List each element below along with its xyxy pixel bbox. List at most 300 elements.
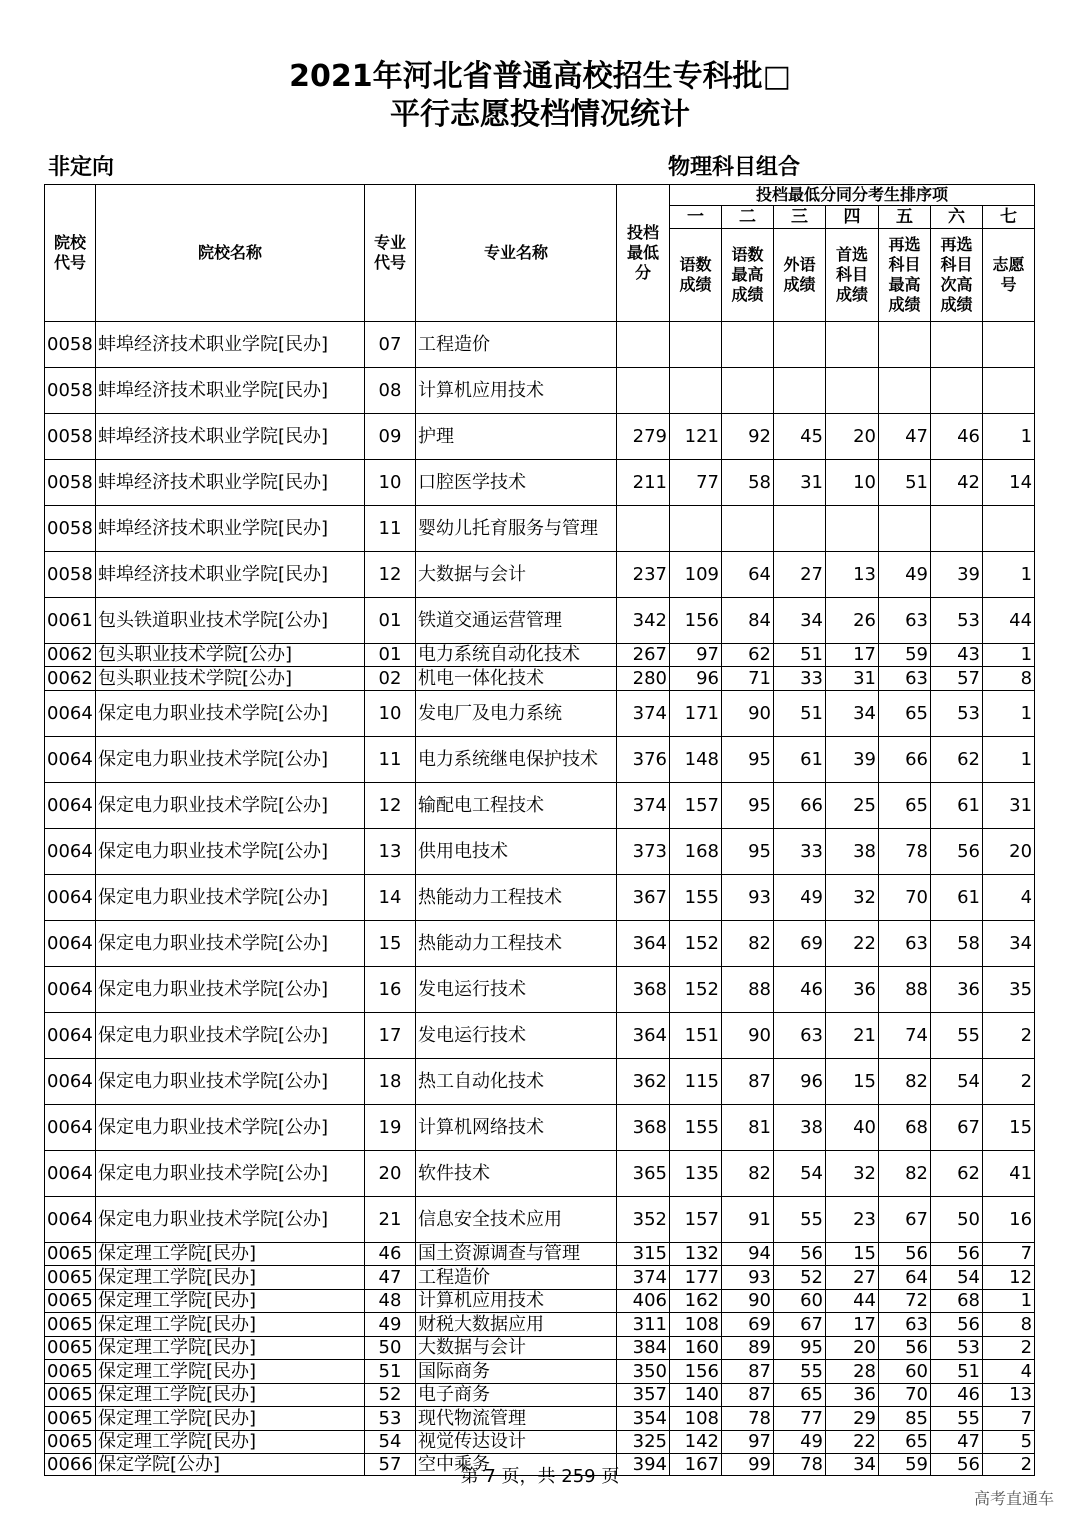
school-name-cell: 保定理工学院[民办]: [96, 1407, 365, 1431]
major-code-cell: 51: [365, 1360, 416, 1384]
foreign-language-score-cell: 96: [774, 1059, 826, 1105]
second-subject-max-cell: 88: [879, 967, 931, 1013]
min-score-cell: 279: [617, 414, 670, 460]
chinese-math-max-cell: 99: [722, 1454, 774, 1476]
major-name-cell: 输配电工程技术: [416, 783, 617, 829]
first-subject-score-cell: 22: [826, 921, 879, 967]
chinese-math-max-cell: 88: [722, 967, 774, 1013]
chinese-math-max-cell: 89: [722, 1337, 774, 1360]
school-name-cell: 蚌埠经济技术职业学院[民办]: [96, 460, 365, 506]
foreign-language-score-cell: 67: [774, 1313, 826, 1337]
table-row: [45, 1059, 1035, 1105]
school-name-cell: 包头职业技术学院[公办]: [96, 644, 365, 667]
second-subject-next-cell: 55: [931, 1407, 983, 1431]
first-subject-score-cell: [826, 368, 879, 414]
min-score-cell: 362: [617, 1059, 670, 1105]
foreign-language-score-cell: 51: [774, 691, 826, 737]
min-score-cell: 367: [617, 875, 670, 921]
preference-number-cell: 41: [983, 1151, 1035, 1197]
major-code-cell: 13: [365, 829, 416, 875]
table-row: [45, 1290, 1035, 1313]
school-code-cell: 0066: [45, 1454, 96, 1476]
major-name-cell: 工程造价: [416, 322, 617, 368]
min-score-cell: 373: [617, 829, 670, 875]
preference-number-cell: 8: [983, 1313, 1035, 1337]
preference-number-cell: 7: [983, 1407, 1035, 1431]
second-subject-max-cell: 78: [879, 829, 931, 875]
header-rank-2: 二: [722, 206, 774, 229]
school-code-cell: 0065: [45, 1266, 96, 1290]
first-subject-score-cell: 39: [826, 737, 879, 783]
school-code-cell: 0065: [45, 1407, 96, 1431]
header-criterion-5: 再选科目最高成绩: [879, 229, 931, 322]
first-subject-score-cell: 34: [826, 691, 879, 737]
second-subject-next-cell: 62: [931, 737, 983, 783]
second-subject-next-cell: 53: [931, 691, 983, 737]
second-subject-next-cell: 53: [931, 1337, 983, 1360]
header-criterion-1: 语数成绩: [670, 229, 722, 322]
school-code-cell: 0064: [45, 921, 96, 967]
table-row: [45, 552, 1035, 598]
second-subject-next-cell: 47: [931, 1431, 983, 1454]
table-row: [45, 875, 1035, 921]
major-name-cell: 现代物流管理: [416, 1407, 617, 1431]
first-subject-score-cell: 34: [826, 1454, 879, 1476]
chinese-math-score-cell: 109: [670, 552, 722, 598]
first-subject-score-cell: 15: [826, 1243, 879, 1266]
second-subject-max-cell: 63: [879, 667, 931, 691]
table-row: [45, 322, 1035, 368]
header-rank-4: 四: [826, 206, 879, 229]
preference-number-cell: 5: [983, 1431, 1035, 1454]
table-row: [45, 921, 1035, 967]
table-row: [45, 1243, 1035, 1266]
foreign-language-score-cell: 33: [774, 829, 826, 875]
min-score-cell: 364: [617, 921, 670, 967]
min-score-cell: 406: [617, 1290, 670, 1313]
table-row: [45, 414, 1035, 460]
major-code-cell: 17: [365, 1013, 416, 1059]
second-subject-next-cell: 51: [931, 1360, 983, 1384]
school-code-cell: 0065: [45, 1431, 96, 1454]
foreign-language-score-cell: 34: [774, 598, 826, 644]
major-name-cell: 财税大数据应用: [416, 1313, 617, 1337]
foreign-language-score-cell: 49: [774, 875, 826, 921]
header-criterion-3: 外语成绩: [774, 229, 826, 322]
second-subject-next-cell: 68: [931, 1290, 983, 1313]
second-subject-max-cell: 60: [879, 1360, 931, 1384]
chinese-math-score-cell: 156: [670, 1360, 722, 1384]
school-code-cell: 0065: [45, 1360, 96, 1384]
school-code-cell: 0062: [45, 644, 96, 667]
header-rank-1: 一: [670, 206, 722, 229]
second-subject-next-cell: 54: [931, 1059, 983, 1105]
school-name-cell: 保定电力职业技术学院[公办]: [96, 1013, 365, 1059]
first-subject-score-cell: 23: [826, 1197, 879, 1243]
school-name-cell: 包头铁道职业技术学院[公办]: [96, 598, 365, 644]
min-score-cell: 325: [617, 1431, 670, 1454]
major-name-cell: 国土资源调查与管理: [416, 1243, 617, 1266]
foreign-language-score-cell: 49: [774, 1431, 826, 1454]
first-subject-score-cell: 28: [826, 1360, 879, 1384]
major-code-cell: 48: [365, 1290, 416, 1313]
subject-combination-label: 物理科目组合: [668, 155, 801, 180]
foreign-language-score-cell: [774, 506, 826, 552]
header-rank-5: 五: [879, 206, 931, 229]
first-subject-score-cell: 10: [826, 460, 879, 506]
school-name-cell: 保定理工学院[民办]: [96, 1266, 365, 1290]
preference-number-cell: 4: [983, 1360, 1035, 1384]
table-row: [45, 598, 1035, 644]
chinese-math-score-cell: 140: [670, 1384, 722, 1407]
major-code-cell: 19: [365, 1105, 416, 1151]
second-subject-max-cell: 56: [879, 1337, 931, 1360]
min-score-cell: 384: [617, 1337, 670, 1360]
chinese-math-score-cell: 162: [670, 1290, 722, 1313]
preference-number-cell: 13: [983, 1384, 1035, 1407]
first-subject-score-cell: 36: [826, 967, 879, 1013]
chinese-math-max-cell: 71: [722, 667, 774, 691]
chinese-math-max-cell: 58: [722, 460, 774, 506]
chinese-math-max-cell: 82: [722, 1151, 774, 1197]
second-subject-next-cell: 46: [931, 414, 983, 460]
school-code-cell: 0065: [45, 1313, 96, 1337]
chinese-math-max-cell: 97: [722, 1431, 774, 1454]
header-min-score: 投档最低分: [617, 185, 670, 322]
preference-number-cell: 44: [983, 598, 1035, 644]
school-code-cell: 0065: [45, 1384, 96, 1407]
min-score-cell: 364: [617, 1013, 670, 1059]
table-row: [45, 1360, 1035, 1384]
major-code-cell: 09: [365, 414, 416, 460]
second-subject-max-cell: 72: [879, 1290, 931, 1313]
chinese-math-max-cell: 69: [722, 1313, 774, 1337]
second-subject-max-cell: 82: [879, 1059, 931, 1105]
second-subject-next-cell: 55: [931, 1013, 983, 1059]
chinese-math-max-cell: 90: [722, 1290, 774, 1313]
preference-number-cell: 1: [983, 644, 1035, 667]
school-name-cell: 保定理工学院[民办]: [96, 1337, 365, 1360]
school-code-cell: 0065: [45, 1243, 96, 1266]
major-name-cell: 软件技术: [416, 1151, 617, 1197]
preference-number-cell: 1: [983, 691, 1035, 737]
table-row: [45, 667, 1035, 691]
foreign-language-score-cell: 63: [774, 1013, 826, 1059]
second-subject-max-cell: 68: [879, 1105, 931, 1151]
major-code-cell: 08: [365, 368, 416, 414]
second-subject-max-cell: 59: [879, 1454, 931, 1476]
second-subject-next-cell: 67: [931, 1105, 983, 1151]
major-code-cell: 12: [365, 783, 416, 829]
first-subject-score-cell: 27: [826, 1266, 879, 1290]
major-name-cell: 护理: [416, 414, 617, 460]
table-row: [45, 1013, 1035, 1059]
table-row: [45, 829, 1035, 875]
preference-number-cell: 20: [983, 829, 1035, 875]
foreign-language-score-cell: 61: [774, 737, 826, 783]
preference-number-cell: 8: [983, 667, 1035, 691]
chinese-math-max-cell: 81: [722, 1105, 774, 1151]
first-subject-score-cell: 22: [826, 1431, 879, 1454]
min-score-cell: 368: [617, 1105, 670, 1151]
min-score-cell: 342: [617, 598, 670, 644]
school-name-cell: 保定理工学院[民办]: [96, 1290, 365, 1313]
min-score-cell: 374: [617, 691, 670, 737]
school-name-cell: 保定电力职业技术学院[公办]: [96, 967, 365, 1013]
second-subject-max-cell: 56: [879, 1243, 931, 1266]
chinese-math-score-cell: 132: [670, 1243, 722, 1266]
second-subject-next-cell: 39: [931, 552, 983, 598]
major-code-cell: 10: [365, 460, 416, 506]
major-name-cell: 大数据与会计: [416, 552, 617, 598]
chinese-math-max-cell: 95: [722, 783, 774, 829]
major-code-cell: 16: [365, 967, 416, 1013]
foreign-language-score-cell: 78: [774, 1454, 826, 1476]
school-code-cell: 0058: [45, 322, 96, 368]
second-subject-max-cell: 66: [879, 737, 931, 783]
preference-number-cell: [983, 322, 1035, 368]
header-criterion-7: 志愿号: [983, 229, 1035, 322]
chinese-math-score-cell: [670, 322, 722, 368]
school-code-cell: 0062: [45, 667, 96, 691]
admission-table: [44, 184, 1035, 1476]
chinese-math-max-cell: 64: [722, 552, 774, 598]
min-score-cell: 354: [617, 1407, 670, 1431]
major-name-cell: 大数据与会计: [416, 1337, 617, 1360]
foreign-language-score-cell: 95: [774, 1337, 826, 1360]
preference-number-cell: 2: [983, 1059, 1035, 1105]
second-subject-next-cell: 56: [931, 1454, 983, 1476]
major-name-cell: 热工自动化技术: [416, 1059, 617, 1105]
chinese-math-max-cell: 84: [722, 598, 774, 644]
chinese-math-score-cell: 171: [670, 691, 722, 737]
foreign-language-score-cell: 55: [774, 1360, 826, 1384]
foreign-language-score-cell: 31: [774, 460, 826, 506]
first-subject-score-cell: 15: [826, 1059, 879, 1105]
major-name-cell: 发电运行技术: [416, 1013, 617, 1059]
foreign-language-score-cell: 66: [774, 783, 826, 829]
preference-number-cell: 2: [983, 1013, 1035, 1059]
chinese-math-score-cell: 157: [670, 783, 722, 829]
min-score-cell: 280: [617, 667, 670, 691]
table-row: [45, 783, 1035, 829]
min-score-cell: [617, 368, 670, 414]
school-name-cell: 保定理工学院[民办]: [96, 1384, 365, 1407]
preference-number-cell: 34: [983, 921, 1035, 967]
school-name-cell: 保定理工学院[民办]: [96, 1431, 365, 1454]
school-name-cell: 蚌埠经济技术职业学院[民办]: [96, 322, 365, 368]
major-code-cell: 01: [365, 644, 416, 667]
preference-number-cell: 7: [983, 1243, 1035, 1266]
chinese-math-score-cell: 177: [670, 1266, 722, 1290]
table-row: [45, 737, 1035, 783]
major-name-cell: 热能动力工程技术: [416, 875, 617, 921]
major-code-cell: 46: [365, 1243, 416, 1266]
preference-number-cell: [983, 506, 1035, 552]
major-name-cell: 口腔医学技术: [416, 460, 617, 506]
major-name-cell: 电子商务: [416, 1384, 617, 1407]
table-row: [45, 1151, 1035, 1197]
foreign-language-score-cell: [774, 368, 826, 414]
second-subject-max-cell: 63: [879, 1313, 931, 1337]
school-name-cell: 保定电力职业技术学院[公办]: [96, 1151, 365, 1197]
second-subject-max-cell: 63: [879, 921, 931, 967]
second-subject-next-cell: 36: [931, 967, 983, 1013]
chinese-math-score-cell: 108: [670, 1407, 722, 1431]
school-name-cell: 保定理工学院[民办]: [96, 1313, 365, 1337]
min-score-cell: 267: [617, 644, 670, 667]
major-code-cell: 11: [365, 737, 416, 783]
foreign-language-score-cell: 33: [774, 667, 826, 691]
school-name-cell: 保定电力职业技术学院[公办]: [96, 1105, 365, 1151]
major-code-cell: 57: [365, 1454, 416, 1476]
school-name-cell: 保定电力职业技术学院[公办]: [96, 1059, 365, 1105]
school-code-cell: 0064: [45, 1059, 96, 1105]
min-score-cell: 211: [617, 460, 670, 506]
preference-number-cell: 1: [983, 1290, 1035, 1313]
major-name-cell: 热能动力工程技术: [416, 921, 617, 967]
major-code-cell: 10: [365, 691, 416, 737]
chinese-math-max-cell: 87: [722, 1059, 774, 1105]
chinese-math-max-cell: [722, 368, 774, 414]
foreign-language-score-cell: 38: [774, 1105, 826, 1151]
school-name-cell: 保定电力职业技术学院[公办]: [96, 921, 365, 967]
second-subject-next-cell: 61: [931, 783, 983, 829]
chinese-math-score-cell: 142: [670, 1431, 722, 1454]
foreign-language-score-cell: 51: [774, 644, 826, 667]
second-subject-next-cell: 53: [931, 598, 983, 644]
major-name-cell: 铁道交通运营管理: [416, 598, 617, 644]
chinese-math-score-cell: 168: [670, 829, 722, 875]
chinese-math-max-cell: 87: [722, 1360, 774, 1384]
table-row: [45, 967, 1035, 1013]
chinese-math-max-cell: 95: [722, 737, 774, 783]
school-name-cell: 保定电力职业技术学院[公办]: [96, 1197, 365, 1243]
chinese-math-score-cell: [670, 506, 722, 552]
second-subject-max-cell: 85: [879, 1407, 931, 1431]
school-name-cell: 保定理工学院[民办]: [96, 1360, 365, 1384]
major-name-cell: 工程造价: [416, 1266, 617, 1290]
chinese-math-score-cell: 121: [670, 414, 722, 460]
chinese-math-max-cell: 95: [722, 829, 774, 875]
school-code-cell: 0058: [45, 506, 96, 552]
chinese-math-score-cell: 97: [670, 644, 722, 667]
min-score-cell: 357: [617, 1384, 670, 1407]
major-code-cell: 18: [365, 1059, 416, 1105]
table-row: [45, 1384, 1035, 1407]
header-tiebreak-group: 投档最低分同分考生排序项: [670, 185, 1035, 206]
first-subject-score-cell: 20: [826, 414, 879, 460]
school-name-cell: 包头职业技术学院[公办]: [96, 667, 365, 691]
school-name-cell: 蚌埠经济技术职业学院[民办]: [96, 368, 365, 414]
header-rank-6: 六: [931, 206, 983, 229]
preference-number-cell: 15: [983, 1105, 1035, 1151]
table-row: [45, 1313, 1035, 1337]
school-code-cell: 0065: [45, 1290, 96, 1313]
chinese-math-score-cell: 96: [670, 667, 722, 691]
major-code-cell: 01: [365, 598, 416, 644]
school-code-cell: 0064: [45, 875, 96, 921]
foreign-language-score-cell: 52: [774, 1266, 826, 1290]
chinese-math-score-cell: 77: [670, 460, 722, 506]
second-subject-max-cell: 65: [879, 783, 931, 829]
school-name-cell: 蚌埠经济技术职业学院[民办]: [96, 552, 365, 598]
school-code-cell: 0064: [45, 829, 96, 875]
major-name-cell: 婴幼儿托育服务与管理: [416, 506, 617, 552]
min-score-cell: [617, 322, 670, 368]
header-school-name: 院校名称: [96, 185, 365, 322]
major-code-cell: 54: [365, 1431, 416, 1454]
first-subject-score-cell: 21: [826, 1013, 879, 1059]
first-subject-score-cell: [826, 506, 879, 552]
chinese-math-max-cell: 93: [722, 1266, 774, 1290]
major-code-cell: 14: [365, 875, 416, 921]
preference-number-cell: 1: [983, 737, 1035, 783]
min-score-cell: 315: [617, 1243, 670, 1266]
major-name-cell: 发电运行技术: [416, 967, 617, 1013]
preference-number-cell: 31: [983, 783, 1035, 829]
major-code-cell: 02: [365, 667, 416, 691]
school-code-cell: 0058: [45, 460, 96, 506]
school-name-cell: 保定电力职业技术学院[公办]: [96, 737, 365, 783]
major-name-cell: 信息安全技术应用: [416, 1197, 617, 1243]
watermark: 高考直通车: [973, 1489, 1054, 1508]
table-row: [45, 1431, 1035, 1454]
table-row: [45, 1337, 1035, 1360]
second-subject-max-cell: 49: [879, 552, 931, 598]
chinese-math-score-cell: 167: [670, 1454, 722, 1476]
second-subject-max-cell: [879, 506, 931, 552]
school-name-cell: 蚌埠经济技术职业学院[民办]: [96, 414, 365, 460]
school-code-cell: 0064: [45, 1151, 96, 1197]
foreign-language-score-cell: 45: [774, 414, 826, 460]
foreign-language-score-cell: 55: [774, 1197, 826, 1243]
school-name-cell: 蚌埠经济技术职业学院[民办]: [96, 506, 365, 552]
chinese-math-score-cell: 148: [670, 737, 722, 783]
second-subject-next-cell: [931, 322, 983, 368]
major-code-cell: 47: [365, 1266, 416, 1290]
first-subject-score-cell: 32: [826, 875, 879, 921]
second-subject-max-cell: [879, 368, 931, 414]
major-name-cell: 供用电技术: [416, 829, 617, 875]
second-subject-next-cell: 50: [931, 1197, 983, 1243]
table-row: [45, 1105, 1035, 1151]
major-name-cell: 电力系统继电保护技术: [416, 737, 617, 783]
header-major-name: 专业名称: [416, 185, 617, 322]
school-code-cell: 0058: [45, 368, 96, 414]
school-code-cell: 0058: [45, 414, 96, 460]
second-subject-max-cell: 70: [879, 875, 931, 921]
first-subject-score-cell: 25: [826, 783, 879, 829]
second-subject-max-cell: [879, 322, 931, 368]
major-name-cell: 视觉传达设计: [416, 1431, 617, 1454]
foreign-language-score-cell: 46: [774, 967, 826, 1013]
chinese-math-max-cell: 94: [722, 1243, 774, 1266]
foreign-language-score-cell: 77: [774, 1407, 826, 1431]
first-subject-score-cell: 44: [826, 1290, 879, 1313]
min-score-cell: 368: [617, 967, 670, 1013]
chinese-math-max-cell: 62: [722, 644, 774, 667]
table-row: [45, 1407, 1035, 1431]
first-subject-score-cell: [826, 322, 879, 368]
second-subject-max-cell: 74: [879, 1013, 931, 1059]
min-score-cell: 376: [617, 737, 670, 783]
min-score-cell: 237: [617, 552, 670, 598]
chinese-math-score-cell: 151: [670, 1013, 722, 1059]
chinese-math-score-cell: 156: [670, 598, 722, 644]
second-subject-next-cell: [931, 368, 983, 414]
first-subject-score-cell: 20: [826, 1337, 879, 1360]
